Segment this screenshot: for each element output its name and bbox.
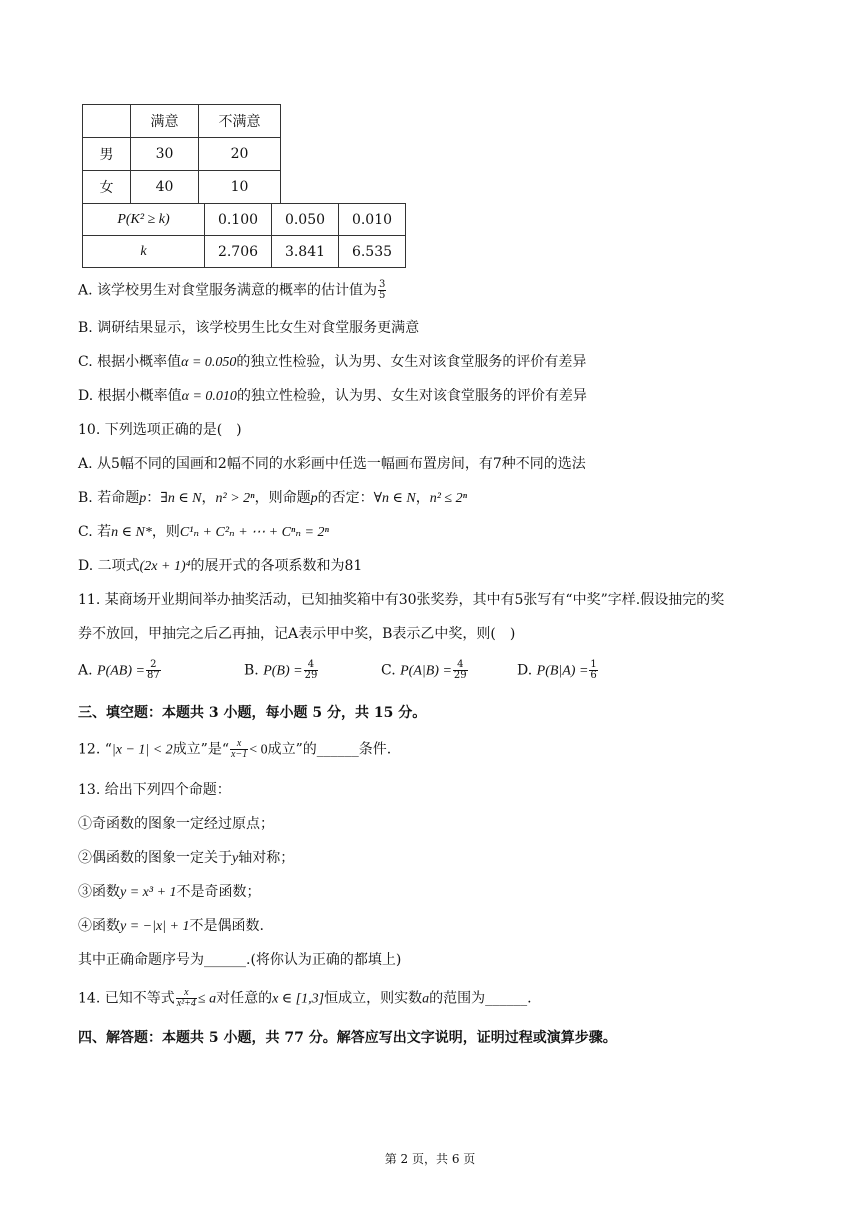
numerator: 4 [453,660,468,671]
option-text: ：∃ [146,490,168,506]
option-text: 的独立性检验，认为男、女生对该食堂服务的评价有差异 [236,354,587,370]
math: (2x + 1)⁴ [139,559,191,574]
table-row [83,204,406,236]
numerator: 3 [379,279,386,290]
q11-option-d [517,660,599,682]
q10-option-b [78,488,467,509]
option-label: B. [244,662,264,679]
q10-stem: 10. 下列选项正确的是( ) [78,422,242,438]
section-3-heading: 三、填空题：本题共 3 小题，每小题 5 分，共 15 分。 [78,705,427,721]
numerator: 1 [590,659,597,670]
table-cell: 女 [83,171,131,204]
q11-stem-line1: 11. 某商场开业期间举办抽奖活动，已知抽奖箱中有30张奖券，其中有5张写有“中奖”字样.假设抽完的奖 [78,592,725,608]
denominator: 6 [590,670,597,681]
q9-option-d [78,386,587,407]
fraction [589,660,597,681]
table-cell: 男 [83,138,131,171]
fraction [304,660,319,681]
math: p [310,491,318,506]
math: |x − 1| < 2 [111,742,173,758]
math: n ∈ N [167,491,202,506]
table-cell: 3.841 [272,236,339,268]
table-cell: 满意 [131,105,199,138]
option-text: ， [415,490,430,506]
option-text: D. 根据小概率值 [78,388,182,404]
option-text: A. 该学校男生对食堂服务满意的概率的估计值为 [78,282,378,299]
denominator: 29 [453,670,467,681]
math: n ∈ N* [111,525,152,540]
denominator: 5 [379,290,386,301]
table-cell: 40 [131,171,199,204]
math: ≤ a [197,991,217,1007]
math: < 0 [249,742,268,758]
table-row [83,138,281,171]
math: y = −|x| + 1 [120,919,190,934]
q13-item-1: ①奇函数的图象一定经过原点； [78,816,274,832]
item-text: ④函数 [78,918,120,934]
q10-option-a: A. 从5幅不同的国画和2幅不同的水彩画中任选一幅画布置房间，有7种不同的选法 [78,456,586,472]
numerator: 2 [146,660,161,671]
math: P(A|B) = [400,663,452,679]
option-label: A. [78,662,98,679]
option-text: 的展开式的各项系数和为81 [190,558,363,574]
table-cell: 2.706 [205,236,272,268]
item-text: ②偶函数的图象一定关于 [78,850,232,866]
option-label: D. [517,662,537,679]
fraction [146,660,161,681]
math: C¹ₙ + C²ₙ + ⋯ + Cⁿₙ = 2ⁿ [179,525,329,540]
table-row [83,236,406,268]
q11-stem-line2: 券不放回，甲抽完之后乙再抽，记A表示甲中奖，B表示乙中奖，则( ) [78,626,516,642]
math: P(B) = [263,663,303,679]
q11-option-b [244,660,381,682]
table-cell: 10 [199,171,281,204]
option-text: 的否定：∀ [317,490,383,506]
math: P(AB) = [97,663,145,679]
fraction [230,739,248,760]
math: P(B|A) = [536,663,589,679]
fraction [176,988,197,1009]
question-text: 12. “ [78,741,112,758]
math: y = x³ + 1 [120,885,177,900]
numerator: x [176,988,197,999]
option-text: ，则 [151,524,180,540]
option-text: ，则命题 [254,490,311,506]
q11-option-a [78,660,244,682]
satisfaction-table [82,104,281,204]
table-cell: 0.010 [339,204,406,236]
q9-option-a [78,280,387,301]
table-cell: 30 [131,138,199,171]
table-row [83,171,281,204]
q14 [78,988,532,1010]
option-text: C. 若 [78,524,112,540]
math: x ∈ [1,3] [272,991,325,1007]
option-text: C. 根据小概率值 [78,354,182,370]
question-text: 恒成立，则实数 [324,990,423,1007]
table-cell: 20 [199,138,281,171]
table-cell: 0.050 [272,204,339,236]
q10-option-d [78,556,362,577]
critical-value-table [82,203,406,268]
numerator: 4 [304,660,319,671]
item-text: 轴对称； [238,850,295,866]
math: y [232,851,239,866]
table-row [83,105,281,138]
numerator: x [230,739,248,750]
q9-option-b: B. 调研结果显示，该学校男生比女生对食堂服务更满意 [78,320,420,336]
denominator: 29 [304,670,318,681]
q13-stem: 13. 给出下列四个命题： [78,782,231,798]
question-text: 14. 已知不等式 [78,990,175,1007]
math: α = 0.050 [181,355,237,370]
option-text: D. 二项式 [78,558,140,574]
math: a [422,991,430,1007]
q11-options [78,660,599,682]
q13-item-2 [78,848,294,869]
question-text: 成立”是“ [172,741,230,758]
q10-option-c [78,522,329,543]
q9-option-c [78,352,586,373]
math: p [139,491,147,506]
question-text: 的范围为______. [429,990,532,1007]
q13-answer-line: 其中正确命题序号为______.(将你认为正确的都填上) [78,952,402,968]
item-text: 不是偶函数. [189,918,264,934]
q13-item-3 [78,882,261,903]
fraction [378,280,386,301]
page-footer: 第 2 页，共 6 页 [384,1152,476,1166]
question-text: 对任意的 [216,990,273,1007]
math: n² > 2ⁿ [215,491,255,506]
option-text: B. 若命题 [78,490,140,506]
q12 [78,739,391,761]
q13-item-4 [78,916,264,937]
table-cell: 0.100 [205,204,272,236]
table-cell: 6.535 [339,236,406,268]
math: α = 0.010 [181,389,237,404]
item-text: 不是奇函数； [176,884,261,900]
q11-option-c [381,660,517,682]
denominator: 87 [146,670,160,681]
math: n² ≤ 2ⁿ [429,491,468,506]
denominator: x²+4 [176,998,196,1009]
option-label: C. [381,662,401,679]
table-cell: P(K² ≥ k) [83,204,205,236]
table-cell: k [83,236,205,268]
fraction [453,660,468,681]
option-text: ， [201,490,216,506]
table-cell: 不满意 [199,105,281,138]
option-text: 的独立性检验，认为男、女生对该食堂服务的评价有差异 [236,388,587,404]
math: n ∈ N [382,491,416,506]
section-4-heading: 四、解答题：本题共 5 小题，共 77 分。解答应写出文字说明，证明过程或演算步骤。 [78,1030,617,1046]
question-text: 成立”的______条件. [267,741,392,758]
table-cell [83,105,131,138]
denominator: x−1 [231,749,248,760]
item-text: ③函数 [78,884,120,900]
